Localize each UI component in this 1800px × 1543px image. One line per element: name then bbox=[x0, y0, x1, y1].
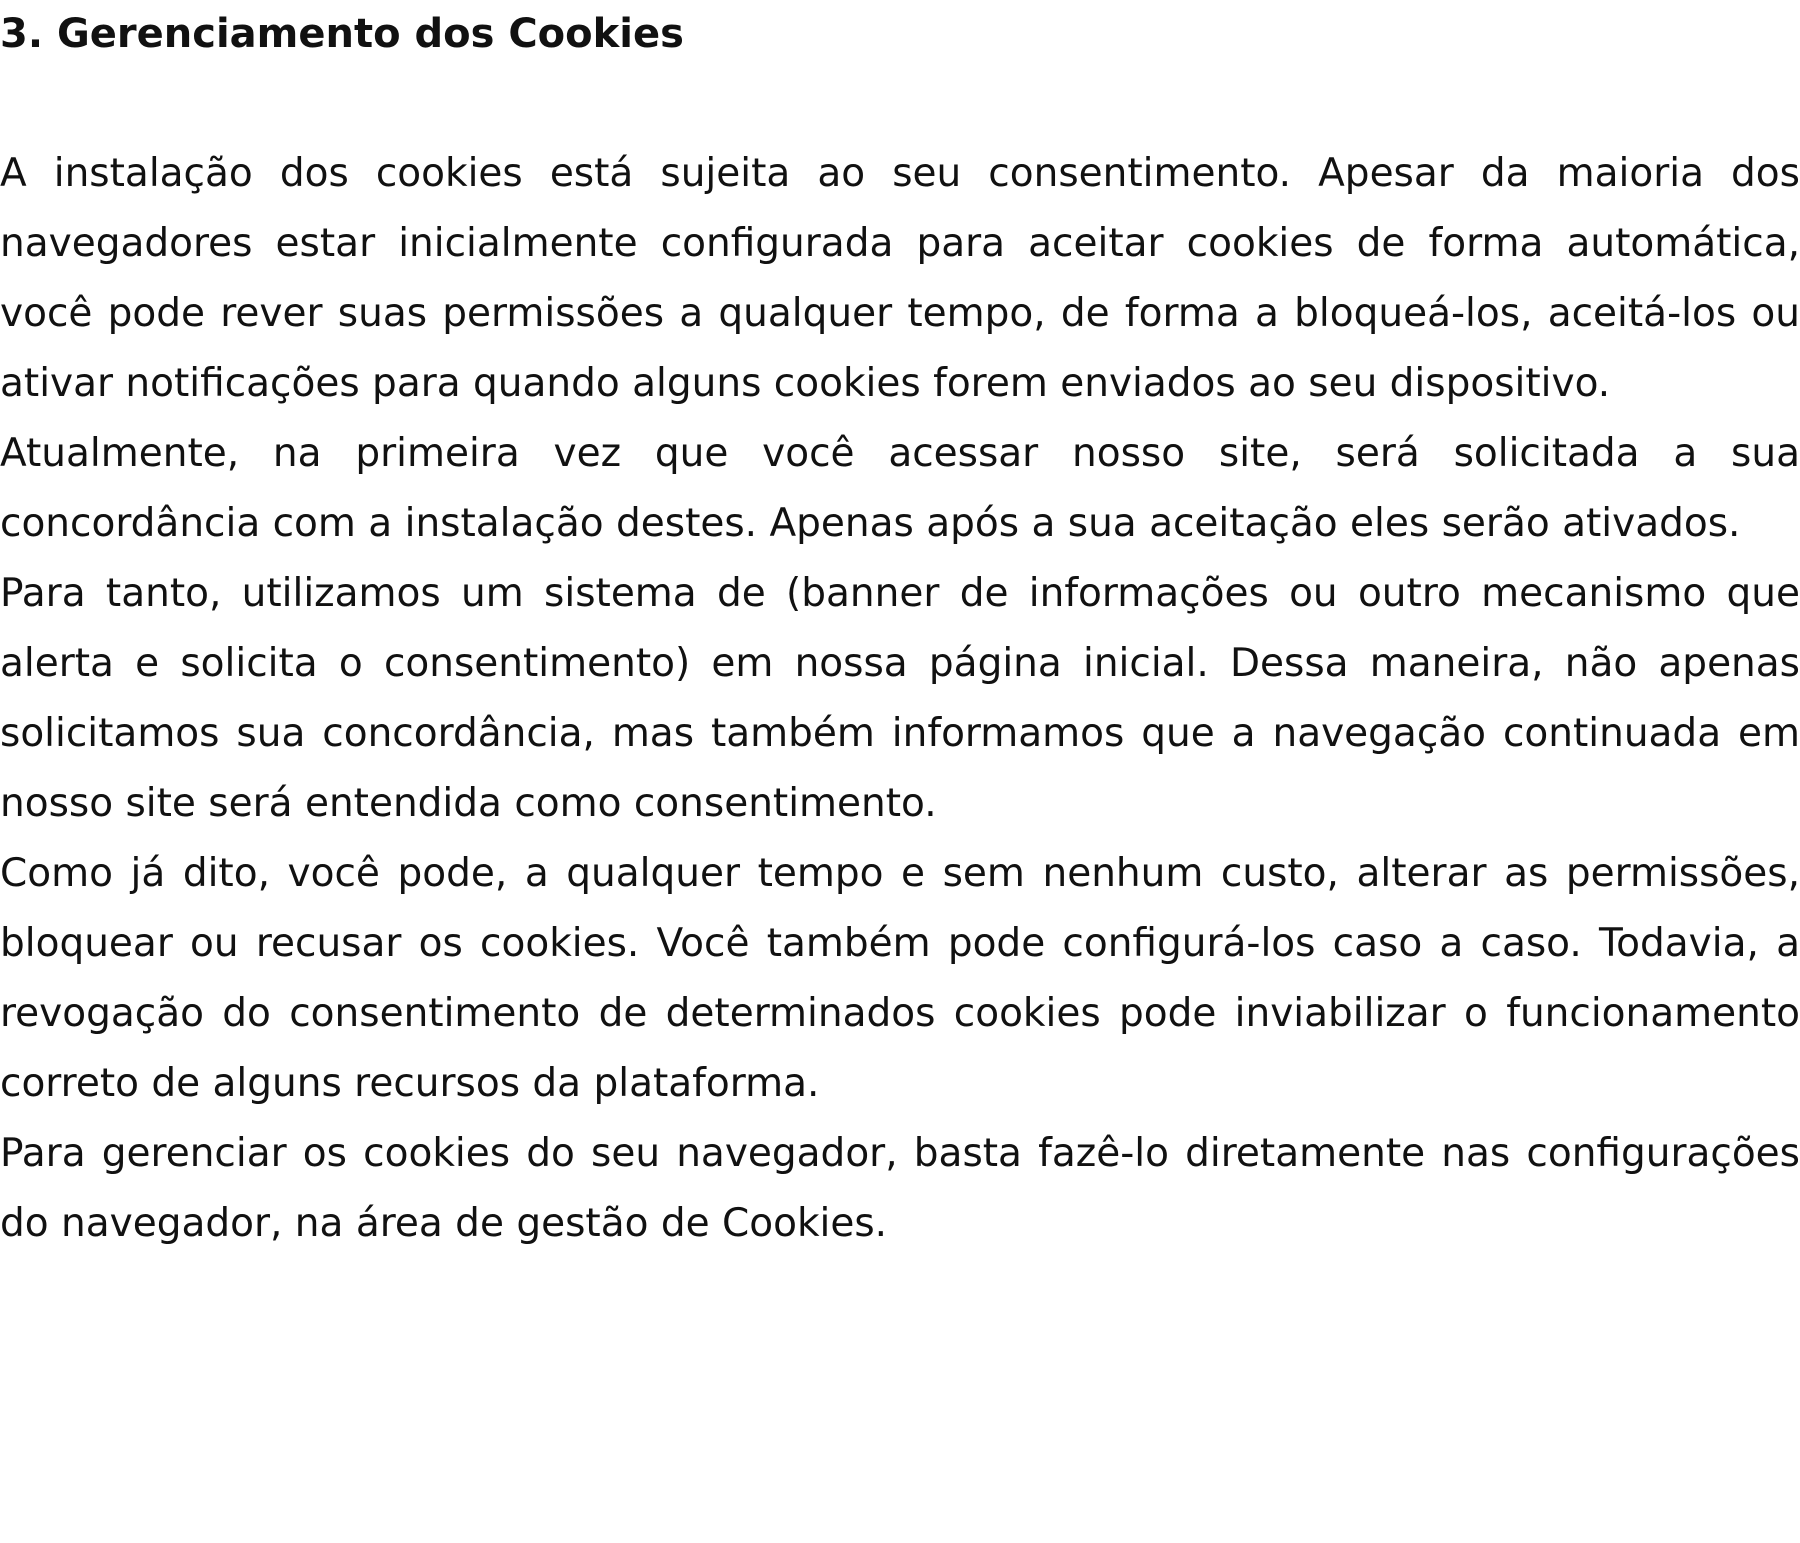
section-body bbox=[0, 139, 1800, 1259]
paragraph-first-access: Atualmente, na primeira vez que você acessar nosso site, será solicitada a sua concordância com a instalação destes. Apenas após a sua aceitação eles serão ativados. bbox=[0, 431, 1800, 546]
paragraph-browser-settings: Para gerenciar os cookies do seu navegador, basta fazê-lo diretamente nas configurações do navegador, na área de gestão de Cookies. bbox=[0, 1131, 1800, 1246]
paragraph-banner-system: Para tanto, utilizamos um sistema de (banner de informações ou outro mecanismo que alerta e solicita o consentimento) em nossa página inicial. Dessa maneira, não apenas solicitamos sua concordância, mas também informamos que a navegação continuada em nosso site será entendida como consentimento. bbox=[0, 571, 1800, 826]
paragraph-consent: A instalação dos cookies está sujeita ao seu consentimento. Apesar da maioria dos navegadores estar inicialmente configurada para aceitar cookies de forma automática, você pode rever suas permissões a qualquer tempo, de forma a bloqueá-los, aceitá-los ou ativar notificações para quando alguns cookies forem enviados ao seu dispositivo. bbox=[0, 151, 1800, 406]
section-heading: 3. Gerenciamento dos Cookies bbox=[0, 11, 684, 57]
paragraph-revocation: Como já dito, você pode, a qualquer tempo e sem nenhum custo, alterar as permissões, bloquear ou recusar os cookies. Você também pode configurá-los caso a caso. Todavia, a revogação do consentimento de determinados cookies pode inviabilizar o funcionamento correto de alguns recursos da plataforma. bbox=[0, 851, 1800, 1106]
